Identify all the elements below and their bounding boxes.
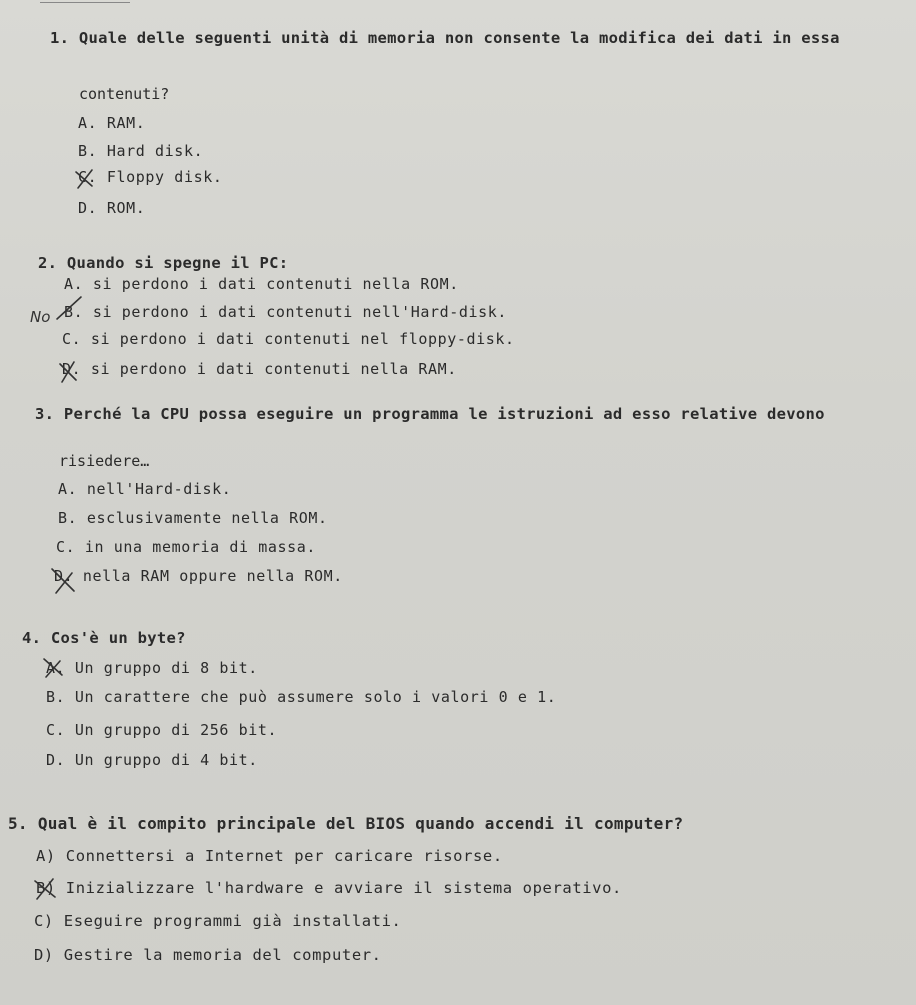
q3-option-c: C. in una memoria di massa. [56, 538, 317, 556]
q5-option-c: C) Eseguire programmi già installati. [34, 912, 402, 930]
q1-option-d: D. ROM. [78, 199, 146, 217]
q1-option-a: A. RAM. [78, 114, 146, 132]
question-number: 2. [38, 254, 58, 272]
question-number: 4. [22, 629, 42, 647]
q5-option-b: B) Inizializzare l'hardware e avviare il sistema operativo. [36, 879, 622, 897]
handwritten-note: No [30, 308, 51, 326]
question-2-text [38, 254, 288, 272]
question-1-text-cont: contenuti? [79, 85, 170, 103]
question-text: Quale delle seguenti unità di memoria non consente la modifica dei dati in essa [78, 29, 840, 47]
q2-option-a: A. si perdono i dati contenuti nella ROM. [64, 275, 459, 293]
question-3-text-cont: risiedere… [59, 452, 150, 470]
q5-option-a: A) Connettersi a Internet per caricare risorse. [36, 847, 503, 865]
top-rule [40, 2, 130, 3]
question-5-text [8, 815, 683, 833]
q2-option-b: B. si perdono i dati contenuti nell'Hard-disk. [64, 303, 508, 321]
q2-option-c: C. si perdono i dati contenuti nel floppy-disk. [62, 330, 515, 348]
question-text: Qual è il compito principale del BIOS quando accendi il computer? [37, 814, 684, 833]
question-number: 3. [35, 405, 55, 423]
question-number: 1. [50, 29, 70, 47]
q2-option-d: D. si perdono i dati contenuti nella RAM. [62, 360, 457, 378]
q1-option-b: B. Hard disk. [78, 142, 204, 160]
q1-option-c: C. Floppy disk. [78, 168, 223, 186]
q3-option-d: D. nella RAM oppure nella ROM. [54, 567, 343, 585]
q3-option-a: A. nell'Hard-disk. [58, 480, 232, 498]
q4-option-d: D. Un gruppo di 4 bit. [46, 751, 258, 769]
question-text: Quando si spegne il PC: [66, 254, 289, 272]
q3-option-b: B. esclusivamente nella ROM. [58, 509, 328, 527]
question-1-text [50, 29, 840, 47]
question-3-text [35, 405, 825, 423]
q5-option-d: D) Gestire la memoria del computer. [34, 946, 382, 964]
q4-option-c: C. Un gruppo di 256 bit. [46, 721, 278, 739]
q4-option-b: B. Un carattere che può assumere solo i valori 0 e 1. [46, 688, 557, 706]
question-text: Perché la CPU possa eseguire un programma le istruzioni ad esso relative devono [63, 405, 825, 423]
question-number: 5. [8, 814, 28, 833]
q4-option-a: A. Un gruppo di 8 bit. [46, 659, 258, 677]
question-4-text [22, 629, 186, 647]
question-text: Cos'è un byte? [50, 629, 186, 647]
